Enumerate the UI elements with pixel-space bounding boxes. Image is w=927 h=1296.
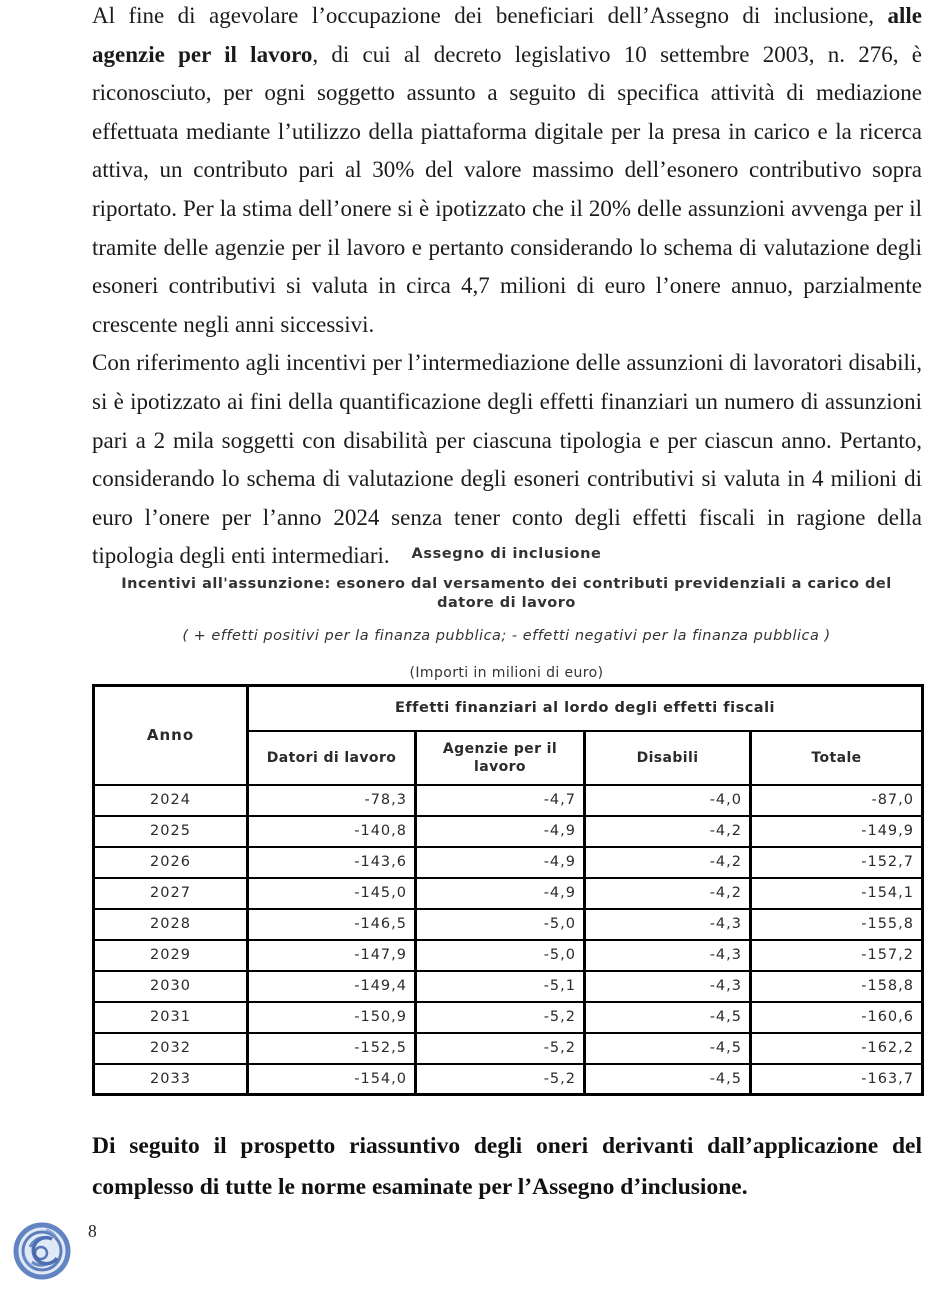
closing-paragraph [92,1126,922,1208]
year-cell: 2031 [94,1002,248,1033]
value-cell: -152,5 [248,1033,416,1064]
value-cell: -5,0 [416,909,585,940]
value-cell: -4,5 [585,1033,751,1064]
table-unit: (Importi in milioni di euro) [409,665,604,681]
body-paragraph-1 [92,0,922,344]
value-cell: -154,0 [248,1064,416,1095]
value-cell: -149,4 [248,971,416,1002]
year-cell: 2025 [94,816,248,847]
year-cell: 2026 [94,847,248,878]
table-row [94,785,923,816]
table-row [94,909,923,940]
table-subtitle: Incentivi all'assunzione: esonero dal versamento dei contributi previdenziali a carico del datore di lavoro [121,576,892,611]
value-cell: -160,6 [751,1002,923,1033]
table-row [94,1064,923,1095]
value-cell: -143,6 [248,847,416,878]
value-cell: -147,9 [248,940,416,971]
value-cell: -4,9 [416,816,585,847]
value-cell: -140,8 [248,816,416,847]
value-cell: -4,2 [585,878,751,909]
value-cell: -4,2 [585,847,751,878]
table-caption-block [92,546,921,681]
table-row [94,971,923,1002]
stamp-icon [10,1218,74,1284]
year-cell: 2027 [94,878,248,909]
value-cell: -150,9 [248,1002,416,1033]
column-header: Disabili [585,731,751,785]
value-cell: -4,5 [585,1064,751,1095]
table-row [94,878,923,909]
column-header: Totale [751,731,923,785]
column-header-anno: Anno [94,686,248,785]
value-cell: -5,2 [416,1064,585,1095]
value-cell: -4,2 [585,816,751,847]
value-cell: -4,9 [416,878,585,909]
value-cell: -162,2 [751,1033,923,1064]
value-cell: -4,5 [585,1002,751,1033]
value-cell: -5,2 [416,1002,585,1033]
table-row [94,940,923,971]
value-cell: -5,2 [416,1033,585,1064]
text-run: Al fine di agevolare l’occupazione dei beneficiari dell’Assegno di inclusione, [92,3,888,28]
table-row [94,816,923,847]
table-row [94,847,923,878]
group-header-effetti-finanziari: Effetti finanziari al lordo degli effetti fiscali [248,686,923,731]
value-cell: -5,1 [416,971,585,1002]
value-cell: -4,9 [416,847,585,878]
text-run: alle agenzie per il lavoro [92,3,922,67]
value-cell: -4,3 [585,909,751,940]
year-cell: 2028 [94,909,248,940]
value-cell: -78,3 [248,785,416,816]
financial-effects-table [92,684,924,1096]
value-cell: -4,0 [585,785,751,816]
value-cell: -4,7 [416,785,585,816]
text-run: , di cui al decreto legislativo 10 settembre 2003, n. 276, è riconosciuto, per ogni soggetto assunto a seguito di specifica attività di mediazione effettuata mediante l’utilizzo della piattaforma digitale per la presa in carico e la ricerca attiva, un contributo pari al 30% del valore massimo dell’esonero contributivo sopra riportato. Per la stima dell’onere si è ipotizzato che il 20% delle assunzioni avvenga per il tramite delle agenzie per il lavoro e pertanto considerando lo schema di valutazione degli esoneri contributivi si valuta in circa 4,7 milioni di euro l’onere annuo, parzialmente crescente negli anni siccessivi. [92,41,922,337]
body-paragraph-2 [92,344,922,576]
table-row [94,1002,923,1033]
year-cell: 2032 [94,1033,248,1064]
value-cell: -152,7 [751,847,923,878]
value-cell: -157,2 [751,940,923,971]
text-run: Con riferimento agli incentivi per l’intermediazione delle assunzioni di lavoratori disabili, si è ipotizzato ai fini della quantificazione degli effetti finanziari un numero di assunzioni pari a 2 mila soggetti con disabilità per ciascuna tipologia e per ciascun anno. Pertanto, considerando lo schema di valutazione degli esoneri contributivi si valuta in 4 milioni di euro l’onere per l’anno 2024 senza tener conto degli effetti fiscali in ragione della tipologia degli enti intermediari. [92,350,922,569]
column-header: Agenzie per il lavoro [416,731,585,785]
year-cell: 2033 [94,1064,248,1095]
table-body [94,785,923,1095]
value-cell: -163,7 [751,1064,923,1095]
table-row [94,1033,923,1064]
value-cell: -155,8 [751,909,923,940]
value-cell: -146,5 [248,909,416,940]
value-cell: -145,0 [248,878,416,909]
table-title: Assegno di inclusione [411,546,602,562]
value-cell: -5,0 [416,940,585,971]
year-cell: 2024 [94,785,248,816]
table-note: ( + effetti positivi per la finanza pubblica; - effetti negativi per la finanza pubblica ) [182,628,831,644]
year-cell: 2030 [94,971,248,1002]
value-cell: -87,0 [751,785,923,816]
value-cell: -149,9 [751,816,923,847]
value-cell: -4,3 [585,940,751,971]
value-cell: -4,3 [585,971,751,1002]
year-cell: 2029 [94,940,248,971]
page-number: 8 [88,1221,97,1241]
value-cell: -154,1 [751,878,923,909]
document-body-text [92,0,922,576]
text-run: Di seguito il prospetto riassuntivo degli oneri derivanti dall’applicazione del complesso di tutte le norme esaminate per l’Assegno d’inclusione. [92,1133,922,1200]
value-cell: -158,8 [751,971,923,1002]
column-header: Datori di lavoro [248,731,416,785]
